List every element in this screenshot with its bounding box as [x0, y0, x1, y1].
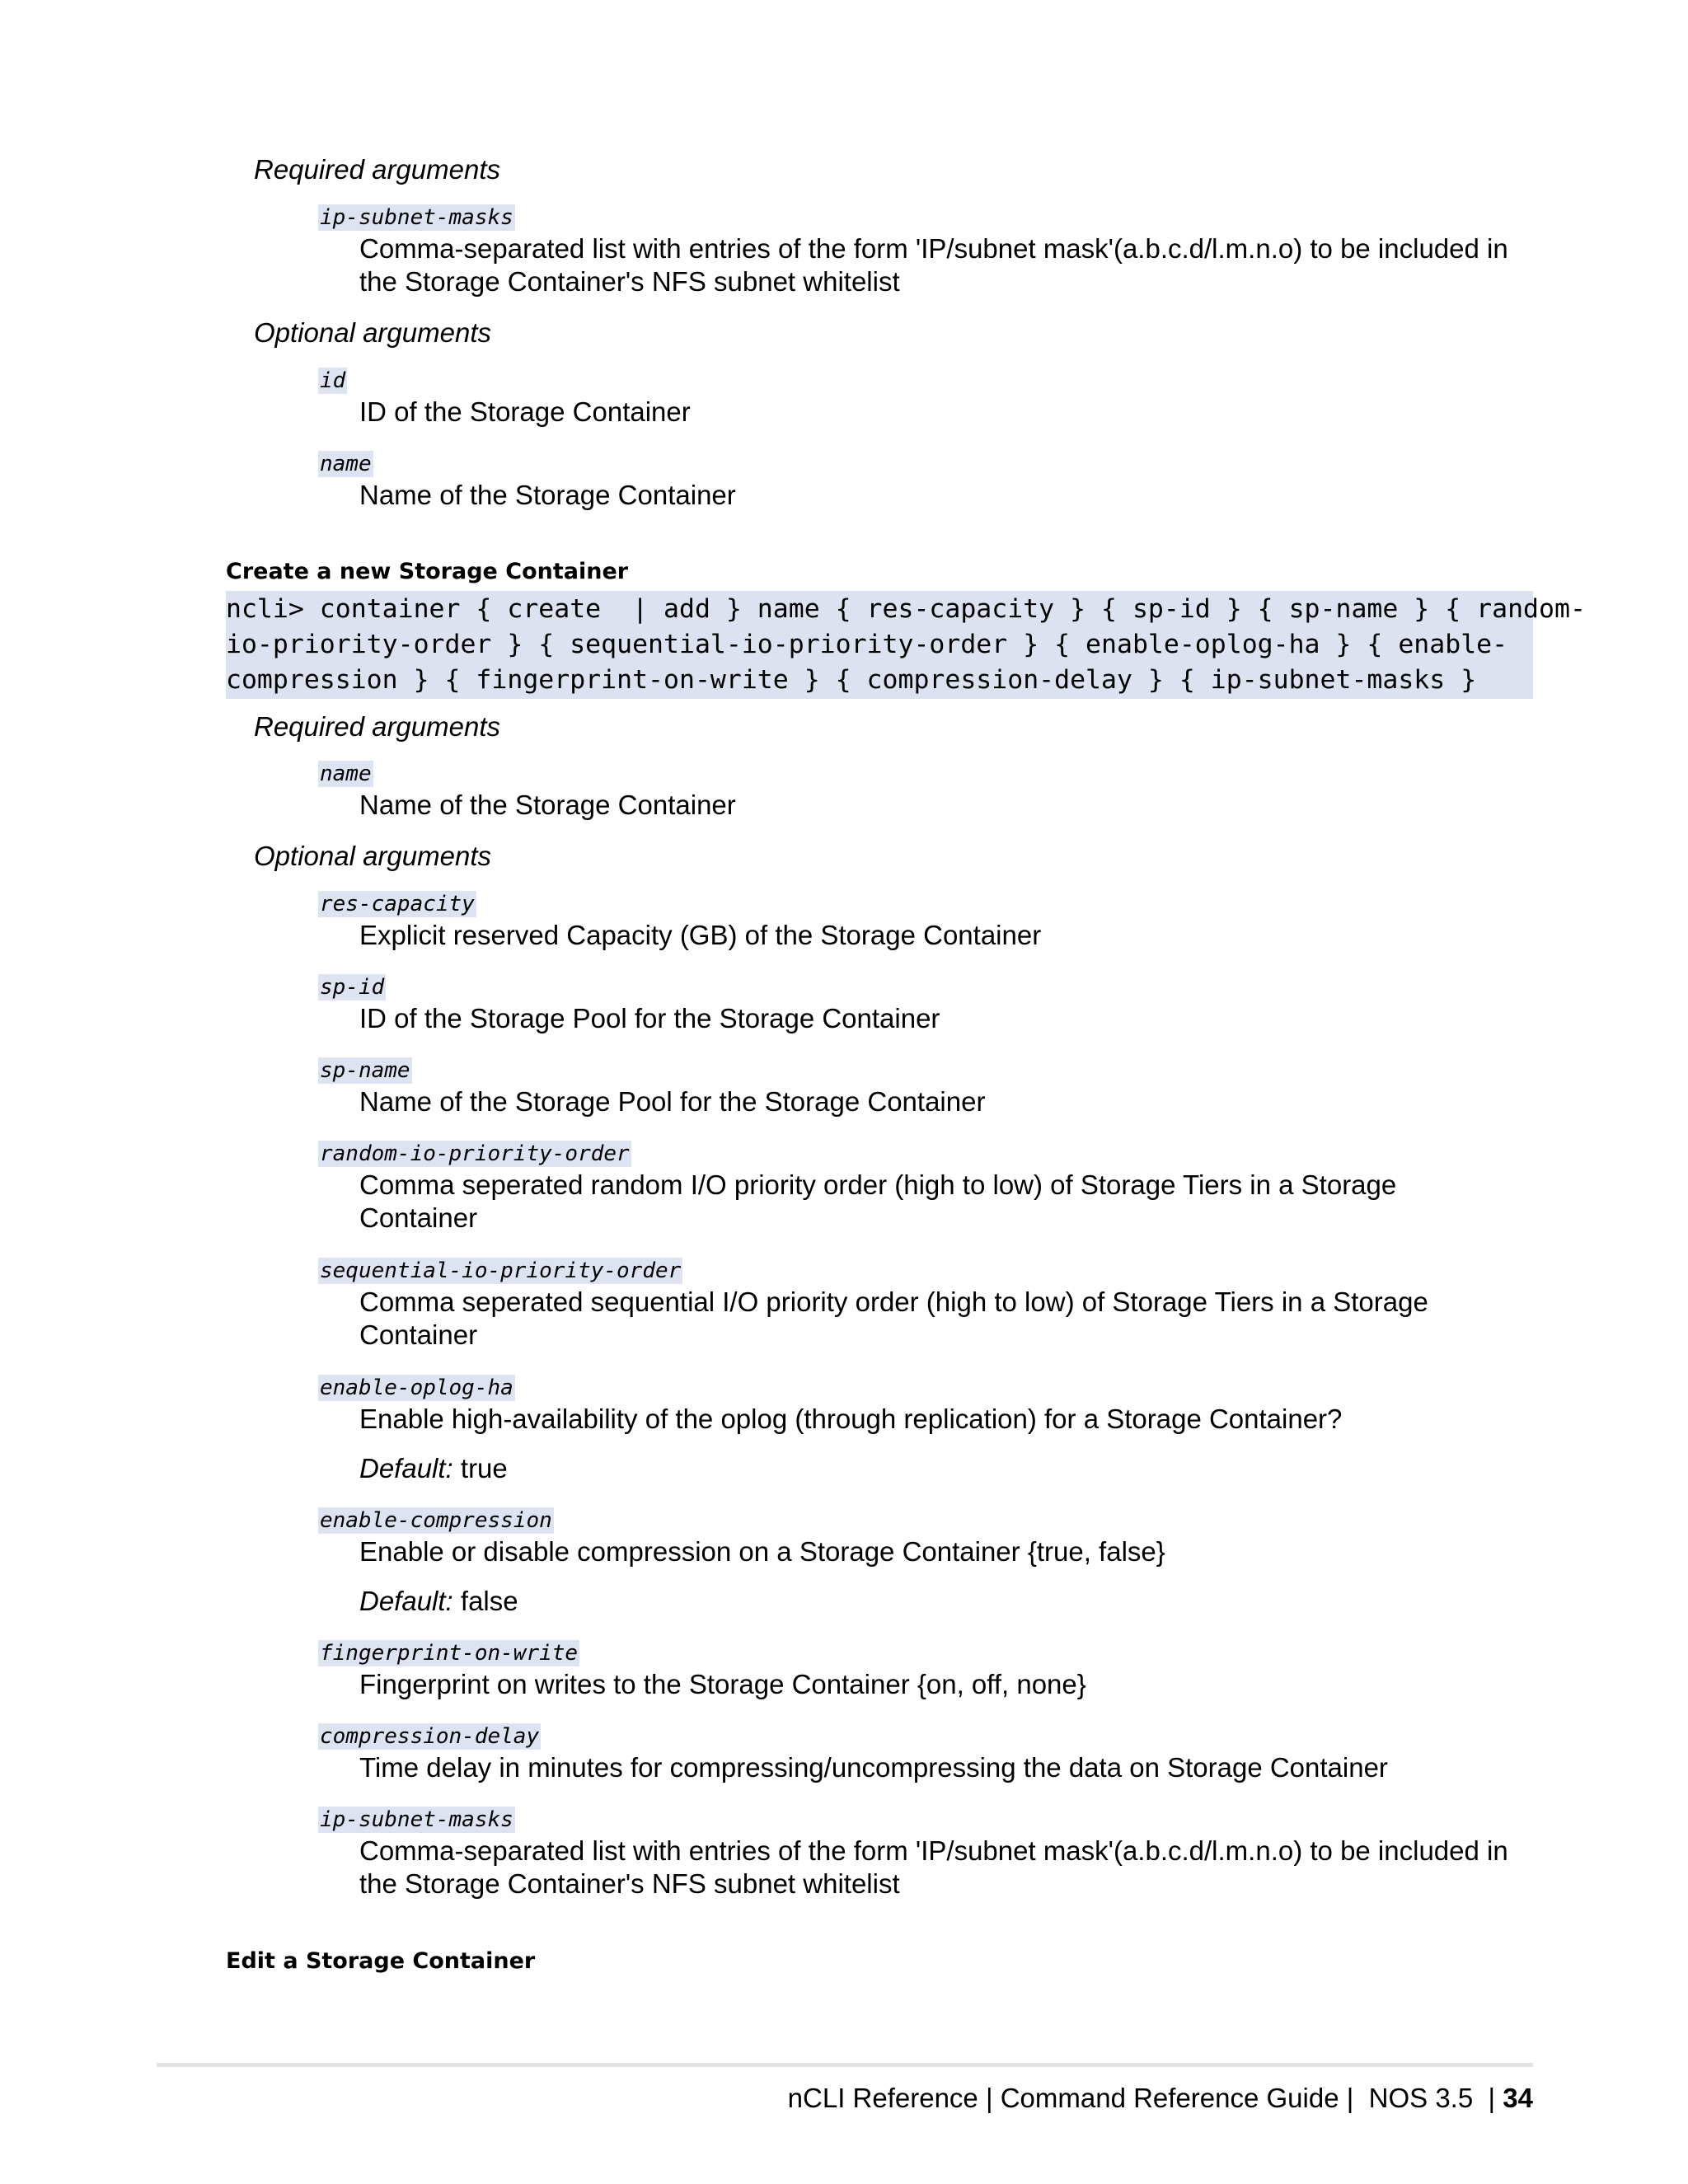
description-line: Container [359, 1202, 478, 1233]
section-heading-edit: Edit a Storage Container [226, 1948, 536, 1974]
argument-description: Enable or disable compression on a Storage Container {true, false} [359, 1536, 1165, 1567]
argument-sequential-io-priority-order [318, 1258, 1538, 1352]
argument-name: sequential-io-priority-order [320, 1258, 682, 1283]
argument-description [359, 1835, 1538, 1900]
page-footer [788, 2082, 1533, 2115]
description-line: Container [359, 1319, 478, 1350]
argument-description: Fingerprint on writes to the Storage Container {on, off, none} [359, 1669, 1086, 1699]
argument-id [318, 368, 1538, 429]
footer-text: nCLI Reference | Command Reference Guide | NOS 3.5 | [787, 2083, 1503, 2113]
argument-description: Name of the Storage Container [359, 790, 736, 820]
description-line: Comma-separated list with entries of the form 'IP/subnet mask'(a.b.c.d/l.m.n.o) to be included in [359, 1835, 1508, 1866]
default-value: false [452, 1586, 518, 1616]
required-arguments-label: Required arguments [254, 154, 500, 185]
description-line: the Storage Container's NFS subnet whitelist [359, 1868, 900, 1899]
argument-name: fingerprint-on-write [320, 1641, 579, 1666]
argument-name: random-io-priority-order [320, 1141, 630, 1166]
argument-description: Name of the Storage Container [359, 480, 736, 510]
command-syntax-block [226, 591, 1586, 699]
argument-name: enable-compression [320, 1508, 552, 1533]
argument-enable-oplog-ha [318, 1375, 1538, 1485]
default-label: Default: [359, 1453, 453, 1483]
argument-description: Enable high-availability of the oplog (through replication) for a Storage Container? [359, 1404, 1343, 1434]
argument-name: compression-delay [320, 1724, 540, 1749]
argument-name: id [320, 368, 346, 393]
argument-res-capacity [318, 891, 1538, 952]
optional-arguments-label: Optional arguments [254, 841, 491, 871]
description-line: Comma-separated list with entries of the form 'IP/subnet mask'(a.b.c.d/l.m.n.o) to be included in [359, 233, 1508, 264]
argument-sp-id [318, 974, 1538, 1035]
argument-description: ID of the Storage Container [359, 396, 691, 427]
argument-name: ip-subnet-masks [320, 205, 513, 230]
argument-random-io-priority-order [318, 1141, 1538, 1235]
argument-description: ID of the Storage Pool for the Storage Container [359, 1003, 940, 1033]
argument-description [359, 1169, 1538, 1235]
argument-name: name [320, 452, 372, 476]
argument-name-param [318, 451, 1538, 512]
argument-enable-compression [318, 1507, 1538, 1618]
description-line: Comma seperated random I/O priority order (high to low) of Storage Tiers in a Storage [359, 1169, 1397, 1200]
command-line: compression } { fingerprint-on-write } { compression-delay } { ip-subnet-masks } [226, 665, 1477, 695]
page-number: 34 [1503, 2083, 1533, 2113]
default-value: true [452, 1453, 508, 1483]
argument-name: res-capacity [320, 892, 475, 916]
argument-fingerprint-on-write [318, 1640, 1538, 1701]
argument-default [359, 1452, 1538, 1485]
default-label: Default: [359, 1586, 453, 1616]
required-arguments-label: Required arguments [254, 711, 500, 742]
argument-ip-subnet-masks [318, 204, 1538, 298]
argument-name: name [320, 762, 372, 786]
argument-sp-name [318, 1057, 1538, 1118]
argument-description: Time delay in minutes for compressing/uncompressing the data on Storage Container [359, 1752, 1388, 1783]
footer-divider [157, 2063, 1533, 2067]
optional-arguments-label: Optional arguments [254, 317, 491, 348]
argument-name: sp-id [320, 975, 385, 1000]
description-line: the Storage Container's NFS subnet whitelist [359, 266, 900, 297]
section-heading-create: Create a new Storage Container [226, 559, 629, 584]
command-line: ncli> container { create | add } name { res-capacity } { sp-id } { sp-name } { random- [226, 594, 1586, 624]
command-line: io-priority-order } { sequential-io-priority-order } { enable-oplog-ha } { enable- [226, 630, 1508, 659]
argument-description: Explicit reserved Capacity (GB) of the Storage Container [359, 920, 1042, 950]
argument-ip-subnet-masks [318, 1807, 1538, 1900]
description-line: Comma seperated sequential I/O priority order (high to low) of Storage Tiers in a Storage [359, 1286, 1428, 1317]
argument-name-param [318, 761, 1538, 822]
argument-name: ip-subnet-masks [320, 1807, 513, 1832]
argument-name: sp-name [320, 1058, 410, 1083]
argument-default [359, 1585, 1538, 1618]
argument-description [359, 1286, 1538, 1352]
argument-compression-delay [318, 1723, 1538, 1784]
argument-name: enable-oplog-ha [320, 1376, 513, 1400]
argument-description: Name of the Storage Pool for the Storage Container [359, 1086, 986, 1117]
argument-description [359, 232, 1538, 298]
